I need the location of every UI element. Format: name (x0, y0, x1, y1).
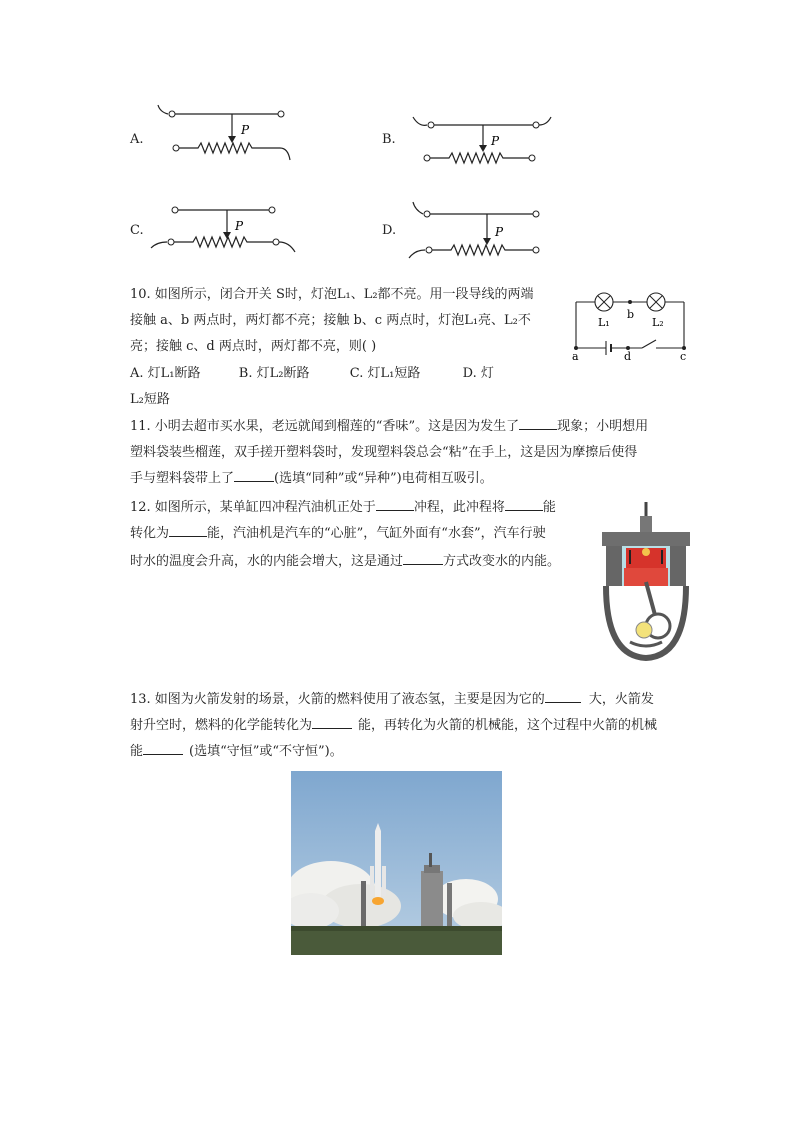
engine-figure (600, 502, 692, 662)
rheostat-figure-b (405, 105, 565, 170)
slider-label-a: P (241, 123, 250, 137)
option-d-label: D. (382, 223, 397, 238)
slider-label-d: P (495, 225, 504, 239)
q10-options (130, 362, 494, 381)
slider-label-c: P (235, 219, 244, 233)
lamp-l1-label: L₁ (598, 316, 610, 329)
q10-option-d[interactable]: D. 灯 (462, 366, 494, 381)
point-a-label: a (572, 350, 579, 362)
q12-blank-4[interactable] (403, 550, 443, 565)
q13-line-3: 能 (选填“守恒”或“不守恒”)。 (130, 740, 343, 759)
q12-blank-1[interactable] (376, 496, 414, 511)
q11-blank-1[interactable] (519, 415, 557, 430)
circuit-diagram (566, 288, 692, 362)
q12-blank-3[interactable] (169, 522, 207, 537)
option-a-label: A. (130, 132, 144, 147)
point-c-label: c (680, 350, 687, 362)
q13-blank-3[interactable] (143, 740, 183, 755)
option-b-label: B. (382, 132, 396, 147)
q13-blank-2[interactable] (312, 714, 352, 729)
rheostat-figure-d (405, 198, 565, 268)
q10-option-d-continued: L₂短路 (130, 392, 170, 407)
q10-option-c[interactable]: C. 灯L₁短路 (349, 366, 421, 381)
q13-line-2: 射升空时，燃料的化学能转化为 能，再转化为火箭的机械能，这个过程中火箭的机械 (130, 714, 657, 733)
rheostat-figure-a (150, 100, 310, 170)
slider-label-b: P (491, 134, 500, 148)
q10-line-2: 接触 a、b 两点时，两灯都不亮；接触 b、c 两点时，灯泡L₁亮、L₂不 (130, 313, 531, 328)
q12-line-3: 时水的温度会升高，水的内能会增大，这是通过 方式改变水的内能。 (130, 550, 560, 569)
q10-option-b[interactable]: B. 灯L₂断路 (238, 366, 310, 381)
q12-line-2: 转化为 能，汽油机是汽车的“心脏”，气缸外面有“水套”，汽车行驶 (130, 522, 546, 541)
rocket-launch-photo (291, 771, 502, 955)
q11-line-2: 塑料袋装些榴莲，双手搓开塑料袋时，发现塑料袋总会“粘”在手上，这是因为摩擦后使得 (130, 445, 638, 460)
q13-blank-1[interactable] (545, 688, 581, 703)
lamp-l2-label: L₂ (652, 316, 664, 329)
q10-line-3: 亮；接触 c、d 两点时，两灯都不亮，则( ) (130, 339, 377, 354)
q10-line-1: 10. 如图所示，闭合开关 S时，灯泡L₁、L₂都不亮。用一段导线的两端 (130, 287, 534, 302)
q12-line-1: 12. 如图所示，某单缸四冲程汽油机正处于 冲程，此冲程将 能 (130, 496, 556, 515)
rheostat-figure-c (145, 198, 310, 263)
option-c-label: C. (130, 223, 144, 238)
q11-blank-2[interactable] (234, 467, 274, 482)
q13-line-1: 13. 如图为火箭发射的场景，火箭的燃料使用了液态氢，主要是因为它的 大，火箭发 (130, 688, 654, 707)
q11-line-1: 11. 小明去超市买水果，老远就闻到榴莲的“香味”。这是因为发生了 现象；小明想用 (130, 415, 648, 434)
q10-option-a[interactable]: A. 灯L₁断路 (130, 366, 201, 381)
point-b-label: b (627, 308, 635, 321)
q12-blank-2[interactable] (505, 496, 543, 511)
point-d-label: d (624, 350, 632, 362)
q11-line-3: 手与塑料袋带上了 (选填“同种”或“异种”)电荷相互吸引。 (130, 467, 493, 486)
